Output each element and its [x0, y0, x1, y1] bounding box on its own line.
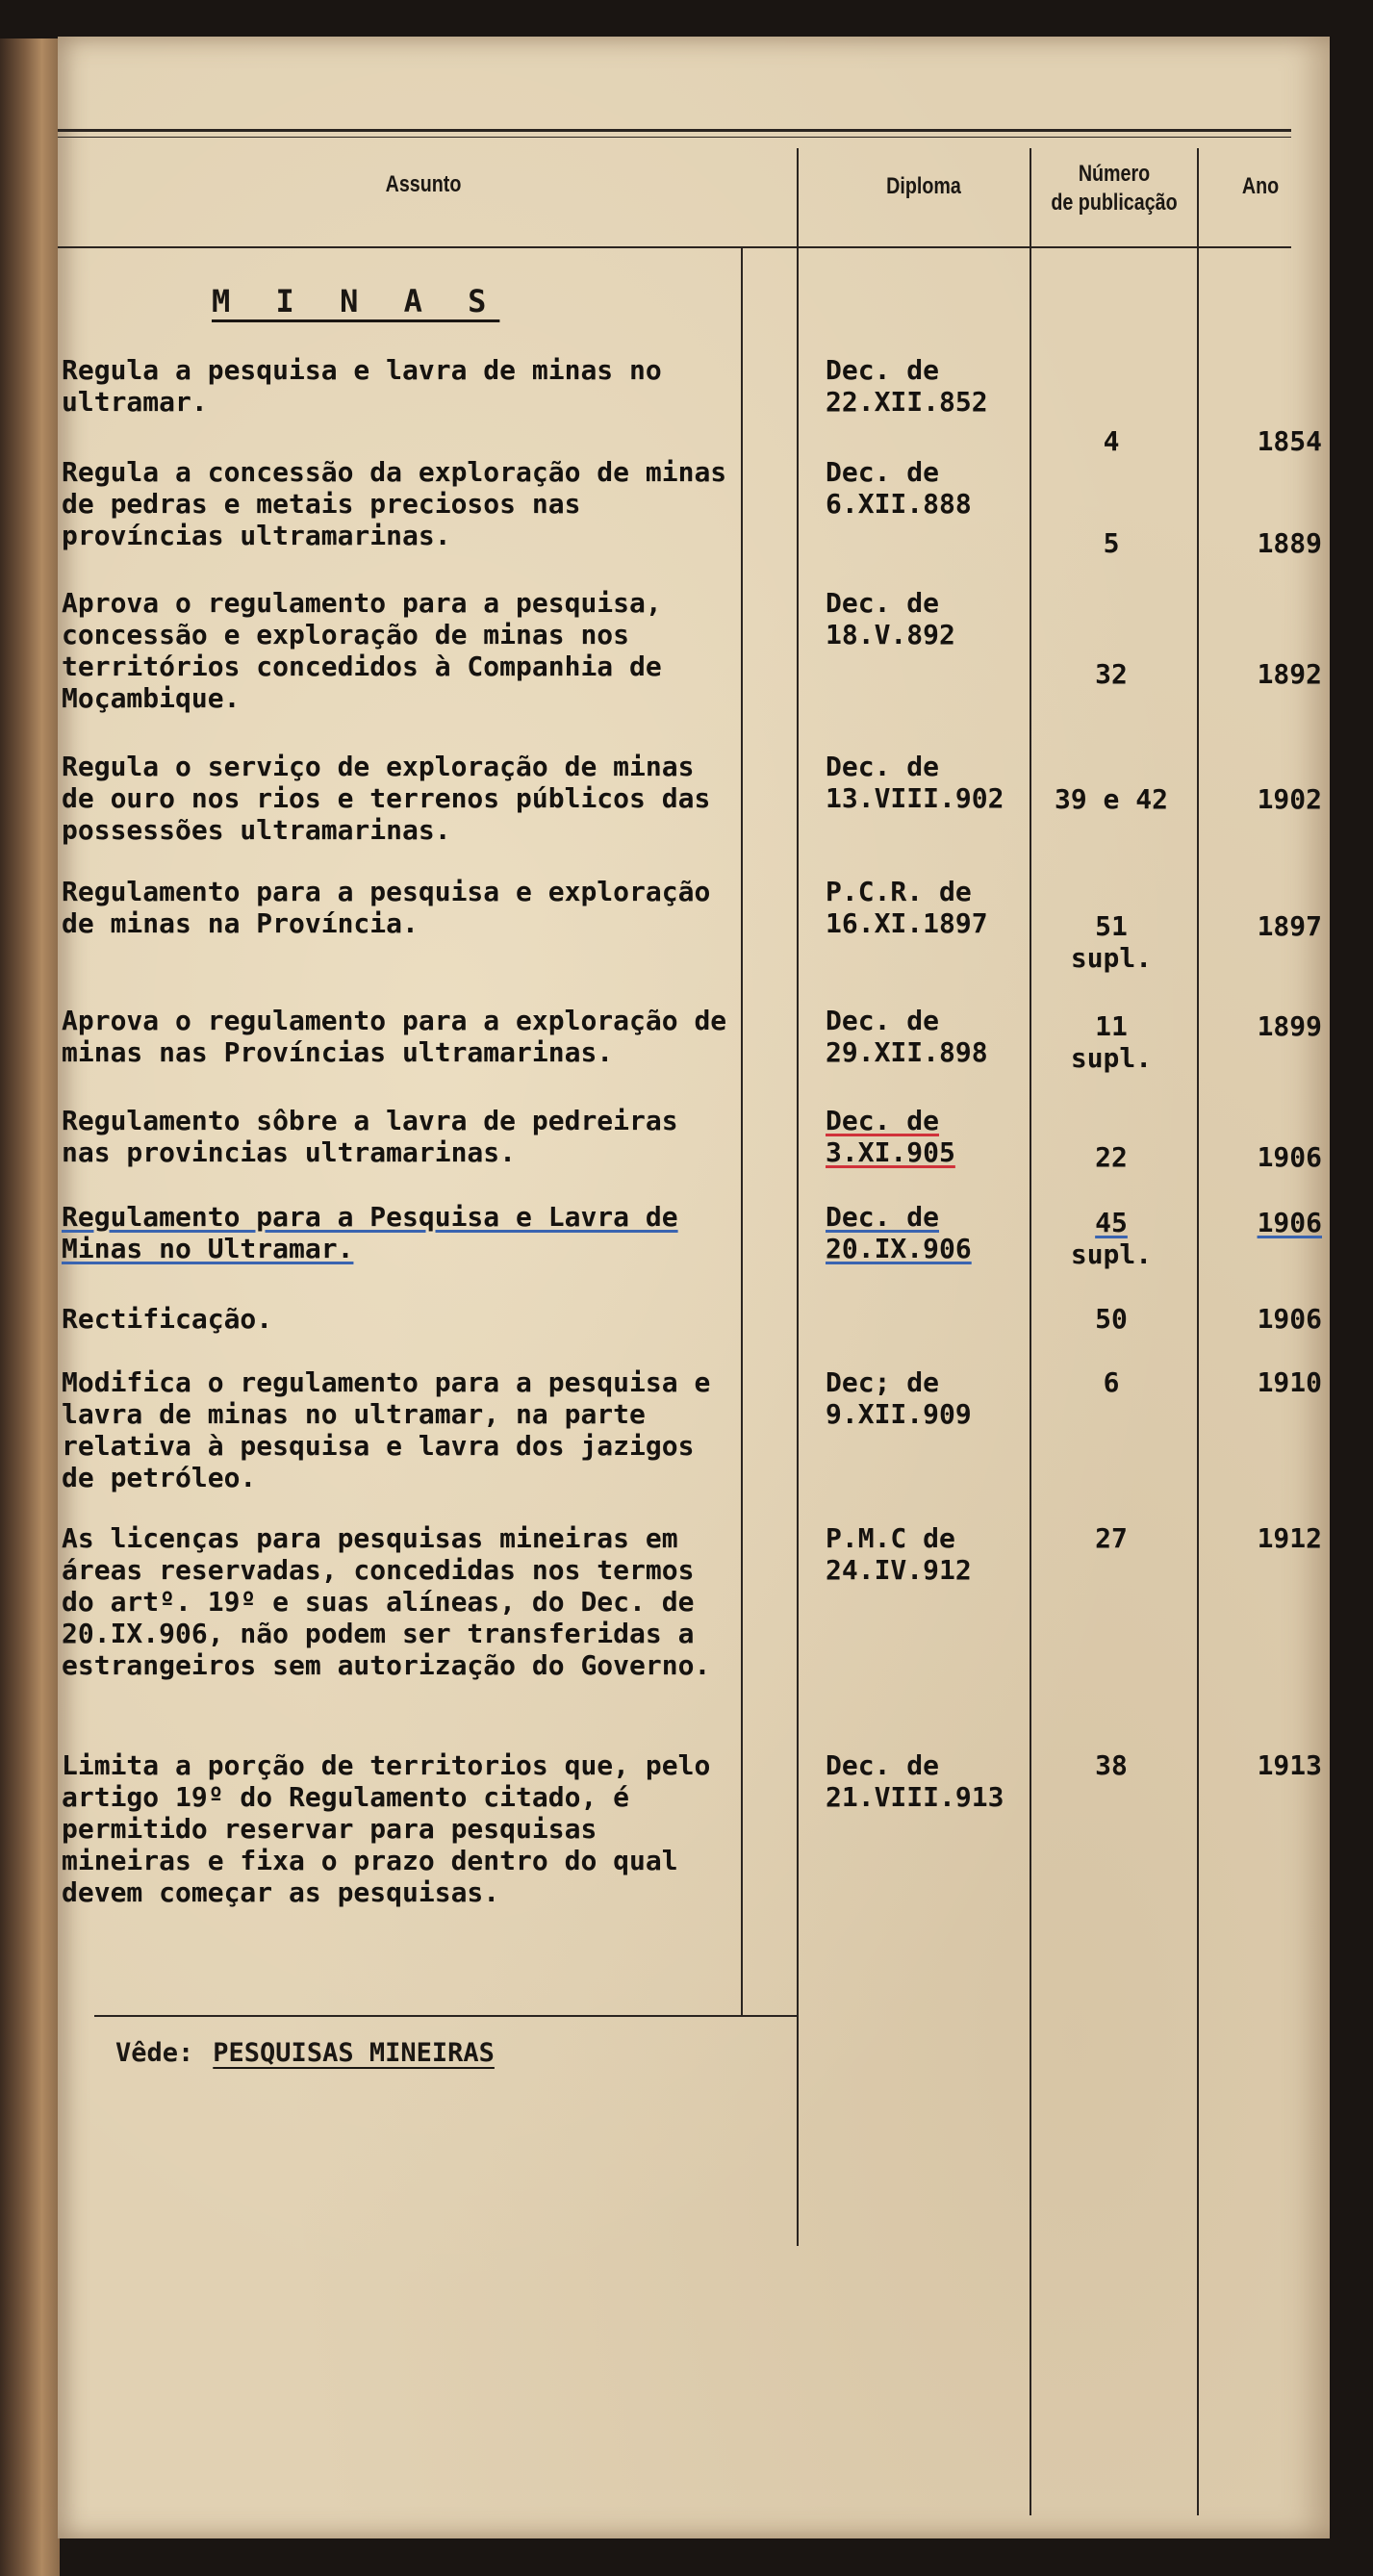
row-3-diploma-l1: Dec. de	[826, 751, 940, 782]
row-3-diploma-l2: 13.VIII.902	[826, 782, 1004, 814]
see-also	[115, 2038, 495, 2068]
row-2-number: 32	[1095, 658, 1128, 690]
row-4-number-supl: supl.	[1070, 942, 1153, 974]
row-10-year: 1912	[1257, 1522, 1322, 1554]
footer-rule	[94, 2015, 797, 2017]
row-5-number	[1030, 1010, 1193, 1074]
row-2-year: 1892	[1257, 658, 1322, 690]
row-7-subject: Regulamento para a Pesquisa e Lavra de Minas no Ultramar.	[62, 1201, 678, 1264]
row-7-number-supl: supl.	[1070, 1238, 1153, 1270]
row-5-diploma-l2: 29.XII.898	[826, 1036, 988, 1068]
row-10-diploma-l1: P.M.C de	[826, 1522, 955, 1554]
row-6-diploma-l1: Dec. de	[826, 1105, 940, 1136]
row-1-diploma	[826, 456, 972, 520]
row-11-diploma	[826, 1749, 1004, 1813]
row-0-subject: Regula a pesquisa e lavra de minas no ultramar.	[62, 354, 662, 418]
row-7-year: 1906	[1257, 1207, 1322, 1238]
section-title: M I N A S	[212, 283, 500, 319]
row-9-diploma	[826, 1366, 972, 1430]
row-9-number: 6	[1103, 1366, 1120, 1398]
row-6-number: 22	[1095, 1141, 1128, 1173]
row-2-diploma-l2: 18.V.892	[826, 619, 955, 650]
row-5-diploma-l1: Dec. de	[826, 1005, 940, 1036]
row-7-diploma	[826, 1201, 972, 1264]
row-1-year: 1889	[1257, 527, 1322, 559]
row-10-subject: As licenças para pesquisas mineiras em áreas reservadas, concedidas nos termos do artº. 19º e suas alíneas, do Dec. de 20.IX.906, não podem ser transferidas a estrangeiros sem autorização do Governo.	[62, 1522, 711, 1681]
row-11-subject: Limita a porção de territorios que, pelo artigo 19º do Regulamento citado, é permitido reservar para pesquisas mineiras e fixa o prazo dentro do qual devem começar as pesquisas.	[62, 1749, 711, 1908]
row-6-diploma-l2: 3.XI.905	[826, 1136, 955, 1168]
row-2-diploma	[826, 587, 955, 650]
row-6-year: 1906	[1257, 1141, 1322, 1173]
header-year: Ano	[1241, 173, 1280, 199]
row-4-diploma	[826, 876, 988, 939]
row-9-year: 1910	[1257, 1366, 1322, 1398]
row-5-year: 1899	[1257, 1010, 1322, 1042]
row-8-subject: Rectificação.	[62, 1303, 273, 1335]
book-binding	[0, 38, 60, 2576]
row-0-number: 4	[1103, 425, 1120, 457]
see-label: Vêde:	[115, 2038, 194, 2068]
row-1-diploma-l1: Dec. de	[826, 456, 940, 488]
row-7-number	[1030, 1207, 1193, 1270]
column-divider-number	[1197, 148, 1199, 2515]
row-3-number: 39 e 42	[1054, 783, 1168, 815]
header-number	[1043, 160, 1185, 217]
row-3-year: 1902	[1257, 783, 1322, 815]
header-number-line2: de publicação	[1051, 190, 1178, 216]
row-0-diploma-l2: 22.XII.852	[826, 386, 988, 418]
row-11-diploma-l2: 21.VIII.913	[826, 1781, 1004, 1813]
row-7-number-main: 45	[1095, 1207, 1128, 1238]
row-5-subject: Aprova o regulamento para a exploração de minas nas Províncias ultramarinas.	[62, 1005, 727, 1068]
row-0-year: 1854	[1257, 425, 1322, 457]
row-9-diploma-l1: Dec; de	[826, 1366, 940, 1398]
row-11-number: 38	[1095, 1749, 1128, 1781]
row-4-diploma-l2: 16.XI.1897	[826, 907, 988, 939]
row-4-number	[1030, 910, 1193, 974]
top-rule-thin	[58, 137, 1291, 138]
row-8-number: 50	[1095, 1303, 1128, 1335]
row-6-diploma	[826, 1105, 955, 1168]
row-9-subject: Modifica o regulamento para a pesquisa e lavra de minas no ultramar, na parte relativa à pesquisa e lavra dos jazigos de petróleo.	[62, 1366, 711, 1493]
row-4-number-main: 51	[1095, 910, 1128, 942]
row-2-subject: Aprova o regulamento para a pesquisa, concessão e exploração de minas nos territórios concedidos à Companhia de Moçambique.	[62, 587, 662, 714]
row-10-diploma-l2: 24.IV.912	[826, 1554, 972, 1586]
row-4-year: 1897	[1257, 910, 1322, 942]
row-3-subject: Regula o serviço de exploração de minas de ouro nos rios e terrenos públicos das possessões ultramarinas.	[62, 751, 711, 846]
row-1-number: 5	[1103, 527, 1120, 559]
column-divider-subject	[797, 148, 799, 2246]
row-10-diploma	[826, 1522, 972, 1586]
see-reference: PESQUISAS MINEIRAS	[213, 2038, 495, 2068]
row-4-subject: Regulamento para a pesquisa e exploração de minas na Província.	[62, 876, 711, 939]
row-7-diploma-l2: 20.IX.906	[826, 1233, 972, 1264]
header-rule	[58, 246, 1291, 248]
row-8-year: 1906	[1257, 1303, 1322, 1335]
row-9-diploma-l2: 9.XII.909	[826, 1398, 972, 1430]
row-5-number-supl: supl.	[1070, 1042, 1153, 1074]
row-11-year: 1913	[1257, 1749, 1322, 1781]
header-subject: Assunto	[385, 171, 462, 197]
row-7-diploma-l1: Dec. de	[826, 1201, 940, 1233]
row-4-diploma-l1: P.C.R. de	[826, 876, 972, 907]
row-1-subject: Regula a concessão da exploração de minas de pedras e metais preciosos nas províncias ultramarinas.	[62, 456, 727, 551]
header-number-line1: Número	[1078, 161, 1151, 187]
document-page	[58, 37, 1330, 2538]
top-rule	[58, 129, 1291, 132]
row-3-diploma	[826, 751, 1004, 814]
row-0-diploma	[826, 354, 988, 418]
row-1-diploma-l2: 6.XII.888	[826, 488, 972, 520]
row-5-number-main: 11	[1095, 1010, 1128, 1042]
row-6-subject: Regulamento sôbre a lavra de pedreiras nas provincias ultramarinas.	[62, 1105, 678, 1168]
row-0-diploma-l1: Dec. de	[826, 354, 940, 386]
row-5-diploma	[826, 1005, 988, 1068]
column-divider-inner	[741, 246, 743, 2015]
row-11-diploma-l1: Dec. de	[826, 1749, 940, 1781]
header-diploma: Diploma	[886, 173, 961, 199]
row-2-diploma-l1: Dec. de	[826, 587, 940, 619]
row-10-number: 27	[1095, 1522, 1128, 1554]
